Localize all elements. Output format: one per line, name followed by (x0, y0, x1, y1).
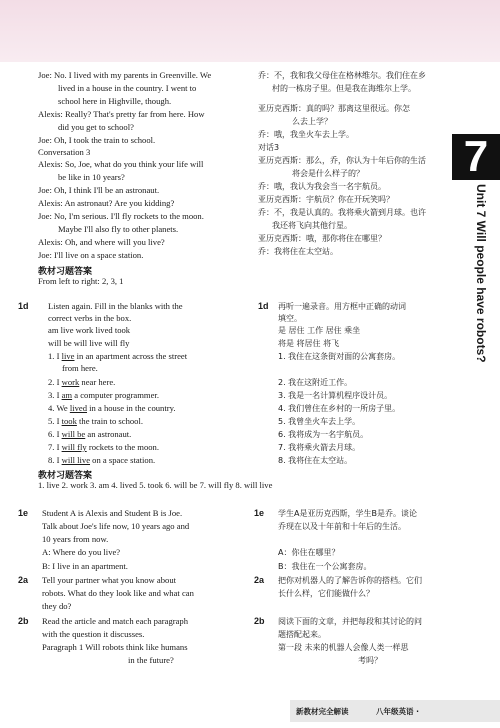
dialogue-line-en: Conversation 3 (38, 147, 91, 157)
dialogue-line-en: be like in 10 years? (58, 172, 125, 182)
dialogue-line-en: Joe: No. I lived with my parents in Greenville. We (38, 70, 212, 80)
exercise-line-zh: 学生A是亚历克西斯，学生B是乔。谈论 (278, 509, 417, 518)
dialogue-line-en: Alexis: An astronaut? Are you kidding? (38, 198, 175, 208)
dialogue-line-en: Joe: I'll live on a space station. (38, 250, 144, 260)
dialogue-line-en: school here in Highville, though. (58, 96, 172, 106)
dialogue-line-zh: 对话3 (258, 143, 280, 152)
exercise-line-zh: 7. 我将乘火箭去月球。 (278, 443, 361, 452)
exercise-line-zh: 填空。 (278, 314, 302, 323)
fill-blank-item (62, 363, 98, 374)
item-text: 1. I (48, 351, 62, 361)
exercise-line-en: A: Where do you live? (42, 547, 121, 557)
exercise-line-zh: 6. 我将成为一名宇航员。 (278, 430, 369, 439)
item-text: 5. I (48, 416, 62, 426)
page-footer (290, 700, 500, 722)
exercise-line-en: with the question it discusses. (42, 629, 145, 639)
unit-title-vertical: Unit 7 Will people have robots? (474, 184, 488, 363)
exercise-line-zh: 把你对机器人的了解告诉你的搭档。它们 (278, 576, 422, 585)
dialogue-line-en: Joe: No, I'm serious. I'll fly rockets to the moon. (38, 211, 204, 221)
item-text: from here. (62, 363, 98, 373)
exercise-tag: 2a (254, 575, 265, 585)
exercise-line-en: am live work lived took (48, 325, 131, 335)
dialogue-line-zh: 亚历克西斯：宇航员？你在开玩笑吗？ (258, 195, 394, 204)
exercise-line-zh: 再听一遍录音。用方框中正确的动词 (278, 302, 406, 311)
item-text: near here. (79, 377, 116, 387)
dialogue-line-en: Maybe I'll also fly to other planets. (58, 224, 179, 234)
fill-blank-item (48, 403, 175, 414)
item-text: 4. We (48, 403, 70, 413)
dialogue-line-zh: 乔：哦，我坐火车去上学。 (258, 130, 354, 139)
dialogue-line-zh: 亚历克西斯：哦，那你将住在哪里？ (258, 234, 386, 243)
exercise-line-en: B: I live in an apartment. (42, 561, 128, 571)
exercise-tag: 2b (254, 616, 265, 626)
exercise-line-en: Listen again. Fill in the blanks with the (48, 301, 183, 311)
blank-answer: live (61, 351, 75, 361)
dialogue-line-zh: 亚历克西斯：真的吗？那离这里很远。你怎 (258, 104, 410, 113)
blank-answer: will live (61, 455, 91, 465)
exercise-line-zh: 2. 我在这附近工作。 (278, 378, 353, 387)
exercise-line-en: will be will live will fly (48, 338, 130, 348)
exercise-line-zh: 阅读下面的文章，并把每段和其讨论的问 (278, 617, 422, 626)
item-text: 6. I (48, 429, 62, 439)
exercise-tag-1d-zh: 1d (258, 301, 269, 311)
fill-blank-item (48, 351, 187, 362)
dialogue-line-zh: 乔：我将住在太空站。 (258, 247, 338, 256)
unit-number-badge: 7 (452, 134, 500, 180)
exercise-line-en: Paragraph 1 Will robots think like humans (42, 642, 188, 652)
exercise-tag: 1e (254, 508, 265, 518)
exercise-line-en: Tell your partner what you know about (42, 575, 176, 585)
item-text: in a house in the country. (87, 403, 176, 413)
item-text: 8. I (48, 455, 62, 465)
exercise-tag: 2a (18, 575, 29, 585)
dialogue-line-zh: 村的一栋房子里。但是我在海维尔上学。 (272, 84, 416, 93)
exercise-line-zh: 4. 我们曾住在乡村的一所房子里。 (278, 404, 401, 413)
dialogue-line-zh: 么去上学？ (292, 117, 332, 126)
exercise-line-zh: 第一段 未来的机器人会像人类一样思 (278, 643, 409, 652)
dialogue-line-zh: 我还将飞向其他行星。 (272, 221, 352, 230)
item-text: 7. I (48, 442, 62, 452)
section-answer-1: From left to right: 2, 3, 1 (38, 276, 124, 286)
section-title-1: 教材习题答案 (38, 267, 93, 277)
blank-answer: will fly (61, 442, 87, 452)
dialogue-line-en: Joe: Oh, I think I'll be an astronaut. (38, 185, 160, 195)
dialogue-line-en: Alexis: Really? That's pretty far from here. How (38, 109, 205, 119)
blank-answer: will be (61, 429, 86, 439)
exercise-line-en: Read the article and match each paragraph (42, 616, 189, 626)
item-text: 2. I (48, 377, 62, 387)
section-title-2: 教材习题答案 (38, 471, 93, 481)
fill-blank-item (48, 455, 155, 466)
fill-blank-item (48, 429, 131, 440)
exercise-line-en: in the future? (128, 655, 174, 665)
exercise-line-zh: 题搭配起来。 (278, 630, 326, 639)
exercise-tag: 1e (18, 508, 29, 518)
dialogue-line-zh: 乔：不，我和我父母住在格林维尔。我们住在乡 (258, 71, 426, 80)
item-text: rockets to the moon. (86, 442, 160, 452)
blank-answer: took (61, 416, 77, 426)
exercise-line-en: Talk about Joe's life now, 10 years ago and (42, 521, 190, 531)
blank-answer: lived (69, 403, 88, 413)
item-text: in an apartment across the street (74, 351, 188, 361)
exercise-tag-1d: 1d (18, 301, 29, 311)
blank-answer: am (61, 390, 73, 400)
exercise-line-en: they do? (42, 601, 72, 611)
dialogue-line-zh: 乔：哦，我认为我会当一名宇航员。 (258, 182, 386, 191)
exercise-line-en: correct verbs in the box. (48, 313, 132, 323)
exercise-line-zh: 考吗？ (358, 656, 382, 665)
exercise-line-zh: 长什么样，它们能做什么？ (278, 589, 374, 598)
exercise-line-en: Student A is Alexis and Student B is Joe. (42, 508, 183, 518)
exercise-line-zh: 8. 我将住在太空站。 (278, 456, 353, 465)
footer-grade: 八年级英语 · (376, 707, 419, 716)
exercise-line-zh: 将是 将居住 将飞 (278, 339, 340, 348)
dialogue-line-en: lived in a house in the country. I went to (58, 83, 197, 93)
section-answer-2: 1. live 2. work 3. am 4. lived 5. took 6. will be 7. will fly 8. will live (38, 480, 273, 490)
dialogue-line-en: Alexis: So, Joe, what do you think your life will (38, 159, 204, 169)
dialogue-line-zh: 亚历克西斯：那么，乔，你认为十年后你的生活 (258, 156, 426, 165)
exercise-line-zh: A：你住在哪里？ (278, 548, 340, 557)
exercise-tag: 2b (18, 616, 29, 626)
exercise-line-zh: B：我住在一个公寓套房。 (278, 562, 372, 571)
dialogue-line-en: Joe: Oh, I took the train to school. (38, 135, 156, 145)
item-text: on a space station. (90, 455, 156, 465)
item-text: the train to school. (76, 416, 144, 426)
blank-answer: work (61, 377, 80, 387)
exercise-line-zh: 3. 我是一名计算机程序设计员。 (278, 391, 393, 400)
item-text: an astronaut. (85, 429, 132, 439)
dialogue-line-en: Alexis: Oh, and where will you live? (38, 237, 165, 247)
exercise-line-en: robots. What do they look like and what can (42, 588, 194, 598)
dialogue-line-zh: 将会是什么样子的？ (292, 169, 364, 178)
exercise-line-en: 10 years from now. (42, 534, 109, 544)
dialogue-line-zh: 乔：不，我是认真的。我将乘火箭到月球。也许 (258, 208, 426, 217)
exercise-line-zh: 5. 我曾坐火车去上学。 (278, 417, 361, 426)
exercise-line-zh: 乔现在以及十年前和十年后的生活。 (278, 522, 406, 531)
dialogue-line-en: did you get to school? (58, 122, 134, 132)
fill-blank-item (48, 442, 159, 453)
fill-blank-item (48, 390, 159, 401)
fill-blank-item (48, 416, 143, 427)
exercise-line-zh: 1. 我住在这条街对面的公寓套房。 (278, 352, 401, 361)
fill-blank-item (48, 377, 115, 388)
item-text: a computer programmer. (72, 390, 159, 400)
item-text: 3. I (48, 390, 62, 400)
exercise-line-zh: 是 居住 工作 居住 乘坐 (278, 326, 361, 335)
footer-book-title: 新教材完全解读 (296, 707, 349, 716)
